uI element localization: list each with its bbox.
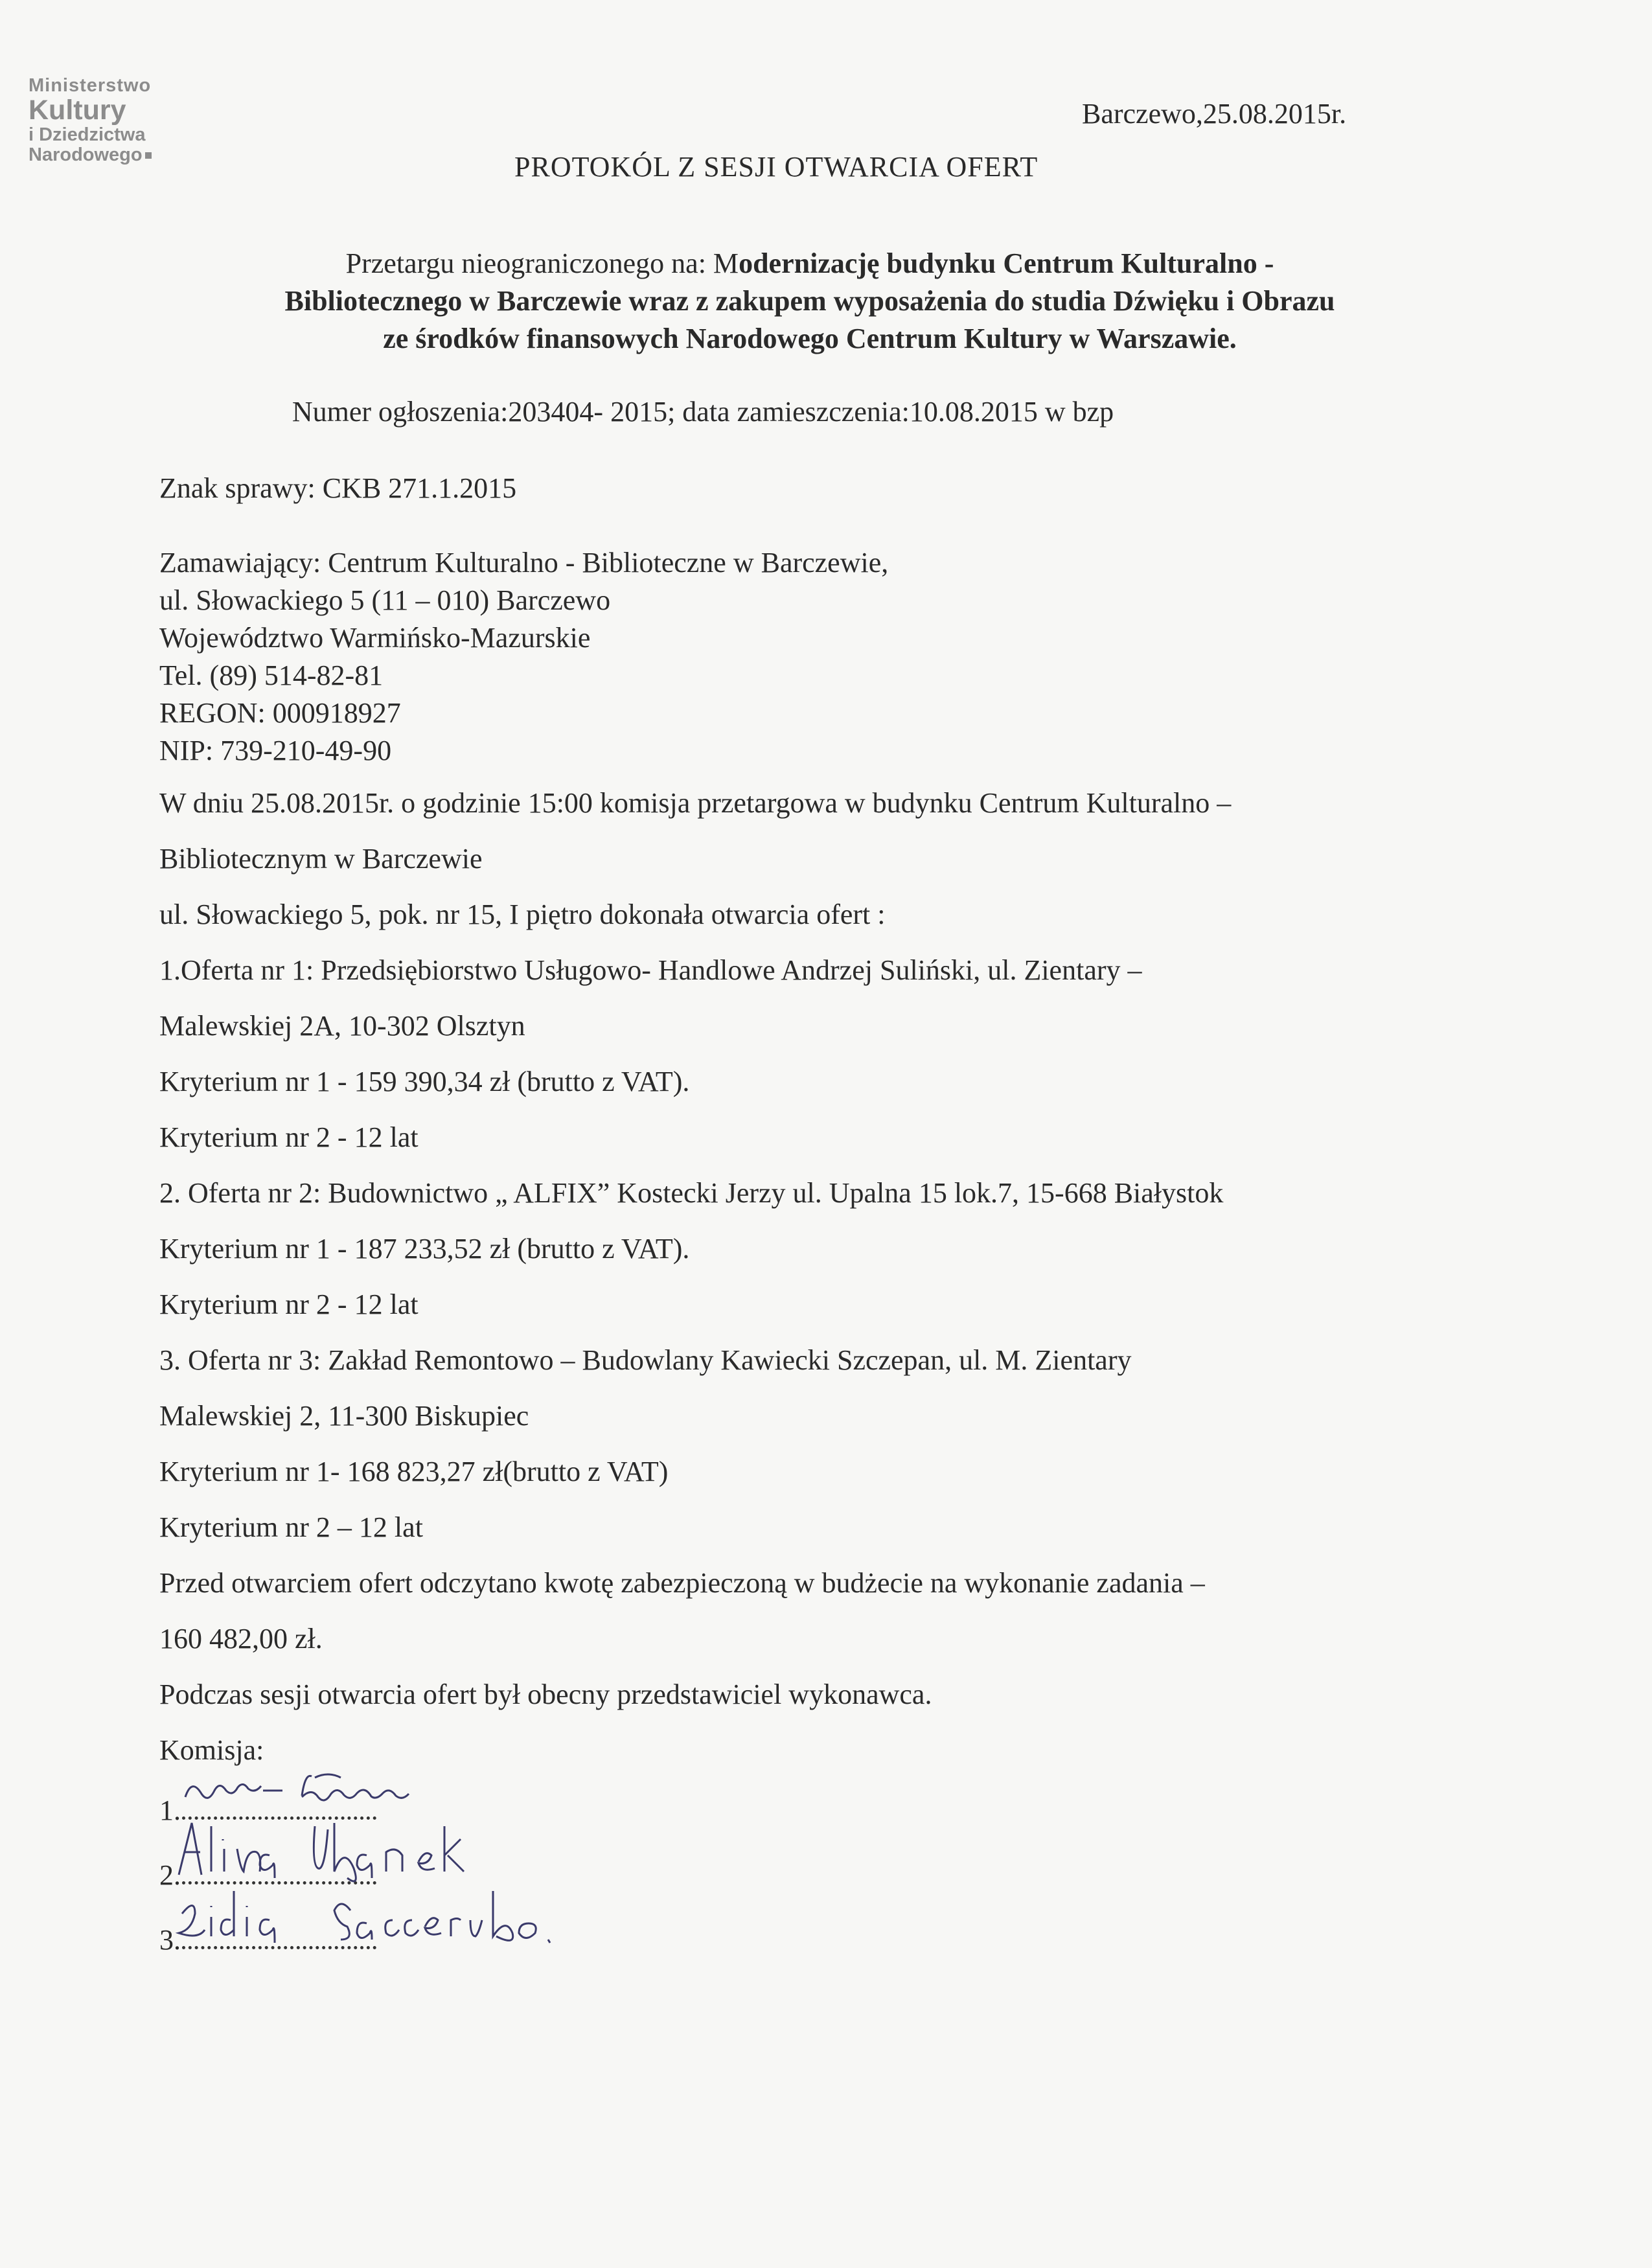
signature-line-3 <box>159 1923 376 1956</box>
body-line: Malewskiej 2A, 10-302 Olsztyn <box>159 1010 525 1042</box>
logo-line-2: Kultury <box>29 95 126 126</box>
body-line: ul. Słowackiego 5, pok. nr 15, I piętro dokonała otwarcia ofert : <box>159 899 886 930</box>
buyer-regon: REGON: 000918927 <box>159 697 401 729</box>
subject-bold-3: ze środków finansowych Narodowego Centrum Kultury w Warszawie. <box>383 323 1237 354</box>
body-line: Kryterium nr 1 - 159 390,34 zł (brutto z VAT). <box>159 1066 690 1097</box>
signature-line-1 <box>159 1793 376 1827</box>
body-line: Kryterium nr 2 - 12 lat <box>159 1121 419 1153</box>
case-number: Znak sprawy: CKB 271.1.2015 <box>159 472 517 504</box>
handwritten-signature-3 <box>172 1894 574 1959</box>
tender-subject <box>155 245 1464 358</box>
buyer-phone: Tel. (89) 514-82-81 <box>159 659 384 691</box>
ministry-logo <box>29 76 152 165</box>
body-line: Bibliotecznym w Barczewie <box>159 843 483 875</box>
handwritten-signature-1 <box>172 1765 470 1816</box>
subject-bold-2: Bibliotecznego w Barczewie wraz z zakupem wyposażenia do studia Dźwięku i Obrazu <box>284 285 1335 317</box>
body-line: 160 482,00 zł. <box>159 1623 323 1655</box>
place-date: Barczewo,25.08.2015r. <box>1082 98 1347 130</box>
protocol-body <box>159 789 1231 1792</box>
body-line: Komisja: <box>159 1734 264 1766</box>
signature-number: 3. <box>159 1924 181 1956</box>
buyer-region: Województwo Warmińsko-Mazurskie <box>159 622 591 654</box>
signature-line-2 <box>159 1858 376 1892</box>
body-line: Przed otwarciem ofert odczytano kwotę zabezpieczoną w budżecie na wykonanie zadania – <box>159 1567 1205 1599</box>
signature-number: 2. <box>159 1859 181 1891</box>
document-title: PROTOKÓL Z SESJI OTWARCIA OFERT <box>514 151 1038 183</box>
announcement-number: Numer ogłoszenia:203404- 2015; data zamieszczenia:10.08.2015 w bzp <box>292 396 1114 428</box>
buyer-block <box>159 544 888 770</box>
body-line: Kryterium nr 2 – 12 lat <box>159 1511 423 1543</box>
body-line: 3. Oferta nr 3: Zakład Remontowo – Budowlany Kawiecki Szczepan, ul. M. Zientary <box>159 1344 1132 1376</box>
body-line: Kryterium nr 1- 168 823,27 zł(brutto z VAT) <box>159 1456 669 1487</box>
logo-dot-icon <box>145 152 152 159</box>
subject-prefix: Przetargu nieograniczonego na: M <box>345 247 739 279</box>
body-line: W dniu 25.08.2015r. o godzinie 15:00 komisja przetargowa w budynku Centrum Kulturalno – <box>159 787 1232 819</box>
body-line: Kryterium nr 1 - 187 233,52 zł (brutto z VAT). <box>159 1233 690 1265</box>
subject-bold-1: odernizację budynku Centrum Kulturalno - <box>739 247 1274 279</box>
logo-line-3: i Dziedzictwa <box>29 124 146 145</box>
body-line: Podczas sesji otwarcia ofert był obecny przedstawiciel wykonawca. <box>159 1678 932 1710</box>
logo-line-1: Ministerstwo <box>29 75 152 96</box>
handwritten-signature-2 <box>172 1829 509 1894</box>
signature-number: 1. <box>159 1794 181 1826</box>
body-line: 2. Oferta nr 2: Budownictwo „ ALFIX” Kostecki Jerzy ul. Upalna 15 lok.7, 15-668 Białystok <box>159 1177 1224 1209</box>
body-line: Malewskiej 2, 11-300 Biskupiec <box>159 1400 529 1432</box>
logo-line-4: Narodowego <box>29 146 152 165</box>
body-line: Kryterium nr 2 - 12 lat <box>159 1289 419 1320</box>
buyer-name: Zamawiający: Centrum Kulturalno - Biblioteczne w Barczewie, <box>159 547 889 578</box>
body-line: 1.Oferta nr 1: Przedsiębiorstwo Usługowo- Handlowe Andrzej Suliński, ul. Zientary – <box>159 954 1142 986</box>
buyer-street: ul. Słowackiego 5 (11 – 010) Barczewo <box>159 584 611 616</box>
buyer-nip: NIP: 739-210-49-90 <box>159 735 392 766</box>
